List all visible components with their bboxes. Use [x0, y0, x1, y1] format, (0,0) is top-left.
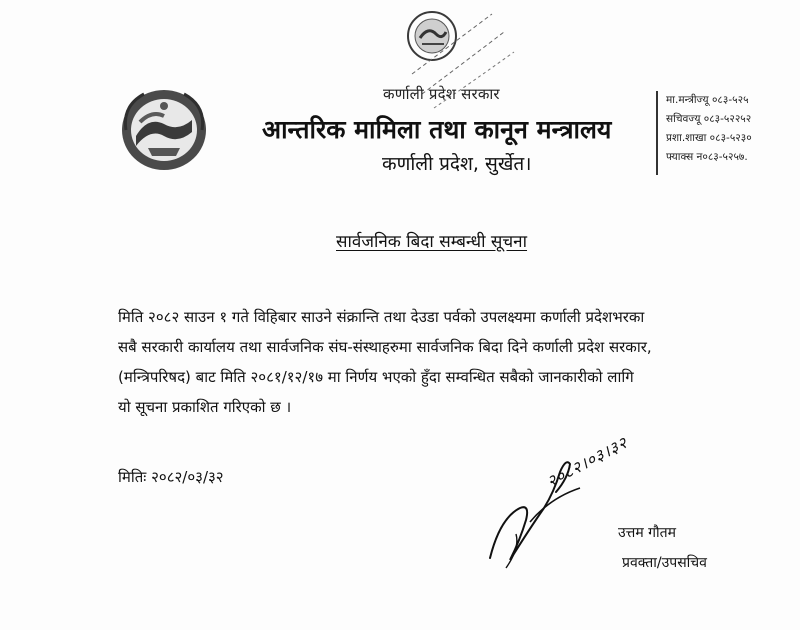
- contact-admin-phone: प्रशा.शाखा ०८३-५२३०: [666, 132, 752, 144]
- body-line: यो सूचना प्रकाशित गरिएको छ ।: [118, 398, 292, 416]
- signer-name: उत्तम गौतम: [618, 525, 677, 541]
- notice-date: मितिः २०८२/०३/३२: [118, 468, 224, 486]
- handwritten-date: २०८२।०३।३२: [543, 432, 631, 492]
- contact-block: [656, 91, 796, 175]
- body-line: सबै सरकारी कार्यालय तथा सार्वजनिक संघ-संस्थाहरुमा सार्वजनिक बिदा दिने कर्णाली प्रदेश सरकार,: [118, 338, 652, 356]
- body-line: मिति २०८२ साउन १ गते विहिबार साउने संक्रान्ति तथा देउडा पर्वको उपलक्ष्यमा कर्णाली प्रदेशभरका: [118, 308, 645, 326]
- contact-secretary-phone: सचिवज्यू ०८३-५२२५२: [666, 113, 752, 125]
- signer-title: प्रवक्ता/उपसचिव: [622, 555, 707, 571]
- contact-minister-phone: मा.मन्त्रीज्यू ०८३-५२५: [666, 94, 749, 106]
- notice-title: सार्वजनिक बिदा सम्बन्धी सूचना: [336, 232, 528, 252]
- provincial-emblem-icon: [118, 86, 210, 174]
- province-address: कर्णाली प्रदेश, सुर्खेत।: [382, 153, 532, 175]
- body-line: (मन्त्रिपरिषद) बाट मिति २०८१/१२/१७ मा निर्णय भएको हुँदा सम्वन्धित सबैको जानकारीको लागि: [118, 368, 634, 386]
- ministry-name: आन्तरिक मामिला तथा कानून मन्त्रालय: [262, 115, 612, 144]
- contact-fax: फ्याक्स न०८३-५२५७.: [666, 151, 748, 163]
- notice-body: [118, 302, 780, 422]
- government-name: कर्णाली प्रदेश सरकार: [383, 85, 500, 103]
